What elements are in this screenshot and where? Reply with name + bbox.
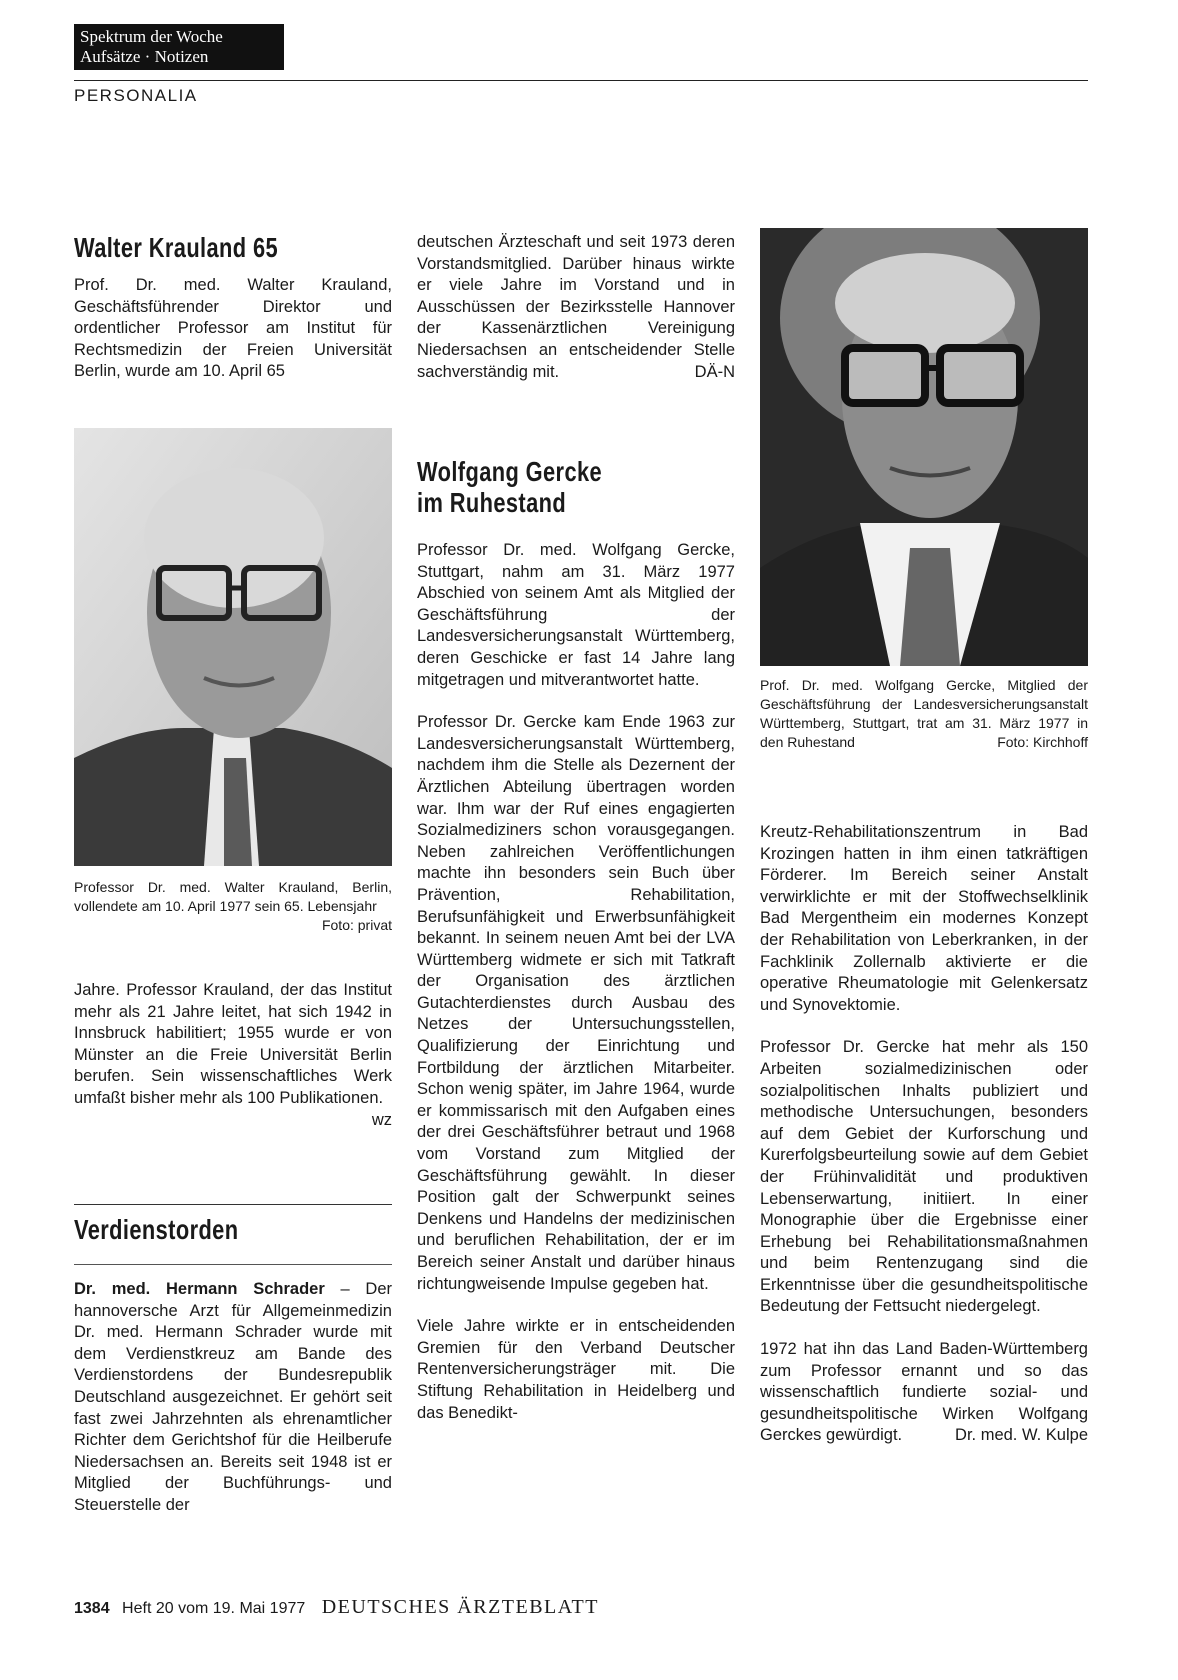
gercke-title-line-2: im Ruhestand [417,487,567,518]
gercke-photo-credit: Foto: Kirchhoff [997,734,1088,750]
col2-continuation-content: deutschen Ärzteschaft und seit 1973 deren Vorstandsmitglied. Darüber hinaus wirkte er viele Jahre im Vorstand und in Ausschüssen der Bezirksstelle Hannover der Kassenärztlichen Vereinigung Niedersachsen an entscheidender Stelle sachverständig mit. [417,233,735,381]
rubric-line-2: Aufsätze · Notizen [80,47,209,66]
krauland-photo [74,428,392,866]
krauland-body [74,980,392,1131]
gercke-p1: Professor Dr. med. Wolfgang Gercke, Stuttgart, nahm am 31. März 1977 Abschied von seinem Amt als Mitglied der Geschäftsführung der Landesversicherungsanstalt Württemberg, deren Geschicke er fast 14 Jahre lang mitgetragen und mitverantwortet hatte. [417,541,735,689]
gercke-caption-text: Prof. Dr. med. Wolfgang Gercke, Mitglied der Geschäftsführung der Landesversicherungsanstalt Württemberg, Stuttgart, trat am 31. März 1977 in den Ruhestand [760,677,1088,750]
verdienstorden-title: Verdienstorden [74,1214,239,1245]
col2-continuation [417,232,735,383]
portrait-image [760,228,1088,666]
krauland-body-text [74,980,392,1129]
gercke-p5: Professor Dr. Gercke hat mehr als 150 Arbeiten sozialmedizinischen oder sozialpolitischen Inhalts publiziert und methodische Untersuchungen, besonders auf dem Gebiet der Kurforschung und Kurerfolgsbeurteilung sowie auf dem Gebiet der Frühinvalidität und produktiven Lebenserwartung, initiiert. In einer Monographie über die Ergebnisse einer Erhebung bei Rehabilitationsmaßnahmen und beim Rentenzugang sind die Erkenntnisse über die gesundheitspolitische Bedeutung der Fettsucht niedergelegt. [760,1038,1088,1316]
rubric-box [74,24,284,70]
verdienstorden-text [74,1279,392,1517]
gercke-p6-wrap [760,1339,1088,1447]
verdienstorden-lead: Dr. med. Hermann Schrader [74,1280,325,1298]
header-rule [74,80,1088,81]
verdienstorden-rule-bottom [74,1264,392,1265]
gercke-column-3 [760,822,1088,1447]
verdienstorden-body [74,1279,392,1517]
gercke-photo [760,228,1088,666]
gercke-caption [760,676,1088,752]
gercke-p6: 1972 hat ihn das Land Baden-Württemberg zum Professor ernannt und so das wissenschaftlich fundierte sozial- und gesundheitspolitische Wirken Wolfgang Gerckes gewürdigt. [760,1340,1088,1445]
gercke-p3: Viele Jahre wirkte er in entscheidenden Gremien für den Verband Deutscher Rentenversicherungsträger mit. Die Stiftung Rehabilitation in Heidelberg und das Benedikt- [417,1317,735,1422]
krauland-caption-text: Professor Dr. med. Walter Krauland, Berlin, vollendete am 10. April 1977 sein 65. Lebensjahr [74,879,392,914]
krauland-body-content: Jahre. Professor Krauland, der das Institut mehr als 21 Jahre leitet, hat sich 1942 in Innsbruck habilitiert; 1955 wurde er von Münster an die Freie Universität Berlin berufen. Sein wissenschaftliches Werk umfaßt bisher mehr als 100 Publikationen. [74,981,392,1107]
krauland-title: Walter Krauland 65 [74,232,279,263]
gercke-column-2 [417,540,735,1424]
portrait-image [74,428,392,866]
krauland-intro-text: Prof. Dr. med. Walter Krauland, Geschäftsführender Direktor und ordentlicher Professor am Institut für Rechtsmedizin der Freien Universität Berlin, wurde am 10. April 65 [74,276,392,381]
krauland-signature: wz [371,1110,392,1129]
krauland-caption [74,878,392,935]
page-footer [74,1596,599,1619]
gercke-title-line-1: Wolfgang Gercke [417,456,603,487]
issue-info: Heft 20 vom 19. Mai 1977 [122,1600,306,1617]
rubric-line-1: Spektrum der Woche [80,27,223,46]
gercke-signature: Dr. med. W. Kulpe [955,1426,1088,1445]
magazine-name: DEUTSCHES ÄRZTEBLATT [321,1596,599,1618]
col2-continuation-text [417,232,735,383]
krauland-intro [74,275,392,383]
page-number: 1384 [74,1600,110,1617]
col2-signature: DÄ-N [694,362,735,381]
krauland-photo-credit: Foto: privat [321,917,392,933]
verdienstorden-rule-top [74,1204,392,1205]
verdienstorden-content: – Der hannoversche Arzt für Allgemeinmedizin Dr. med. Hermann Schrader wurde mit dem Verdienstkreuz am Bande des Verdienstordens der Bundesrepublik Deutschland ausgezeichnet. Er gehört seit fast zwei Jahrzehnten als ehrenamtlicher Richter dem Gerichtshof für die Heilberufe Niedersachsen an. Bereits seit 1948 ist er Mitglied der Buchführungs- und Steuerstelle der [74,1280,393,1514]
gercke-p2: Professor Dr. Gercke kam Ende 1963 zur Landesversicherungsanstalt Württemberg, nachdem ihm die Stelle als Dezernent der Ärztlichen Abteilung übertragen worden war. Ihm war der Ruf eines engagierten Sozialmediziners schon vorausgegangen. Neben zahlreichen Veröffentlichungen machte ihn besonders sein Buch über Prävention, Rehabilitation, Berufsunfähigkeit und Erwerbsunfähigkeit bekannt. In seinem neuen Amt bei der LVA Württemberg widmete er sich mit Tatkraft der Organisation des ärztlichen Gutachterdienstes durch Ausbau des Netzes der Untersuchungsstellen, Qualifizierung der Einrichtung und Fortbildung der ärztlichen Mitarbeiter. Schon wenig später, im Jahre 1964, wurde er kommissarisch mit den Aufgaben eines der drei Geschäftsführer betraut und 1968 vom Vorstand zum Mitglied der Geschäftsführung gewählt. In dieser Position galt der Schwerpunkt seines Denkens und Handelns der medizinischen und beruflichen Rehabilitation, der er im Bereich seiner Anstalt und darüber hinaus richtungweisende Impulse gegeben hat. [417,713,735,1293]
section-label: PERSONALIA [74,86,198,105]
gercke-p4: Kreutz-Rehabilitationszentrum in Bad Krozingen hatten in ihm einen tatkräftigen Förderer. Im Bereich seiner Anstalt verwirklichte er mit der Stoffwechselklinik Bad Mergentheim ein modernes Konzept der Rehabilitation von Leberkranken, in der Fachklinik Zollernalb aktivierte er die operative Rheumatologie mit Gelenkersatz und Synovektomie. [760,823,1088,1014]
